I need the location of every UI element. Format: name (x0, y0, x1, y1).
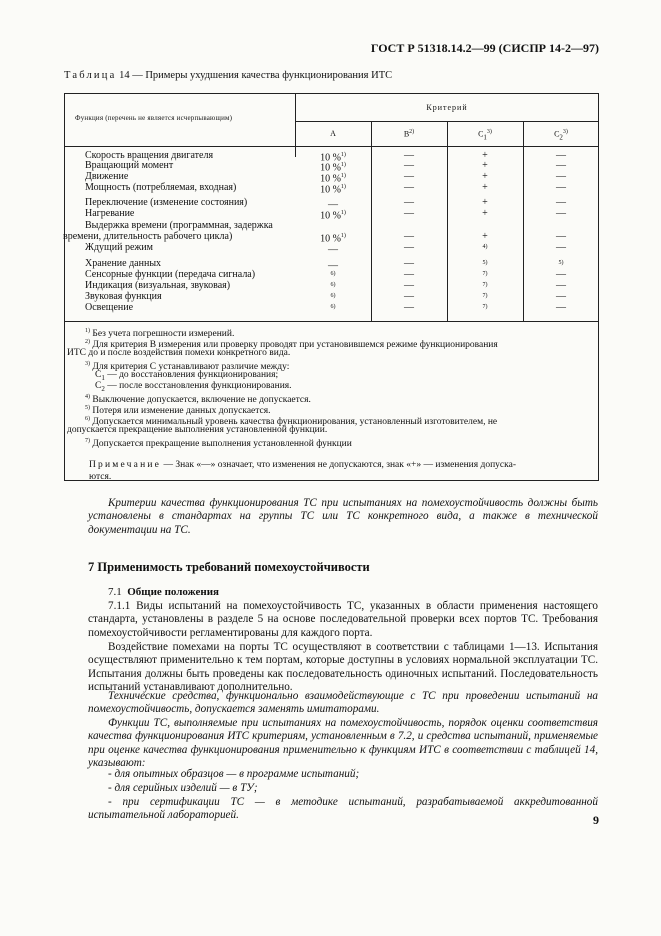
paragraph-simulators: Технические средства, функционально взаимодействующие с ТС при проведении испытаний на помехоустойчивость, допускается заменять имитаторами. (88, 690, 598, 716)
cell-a-value: 10 % (320, 210, 341, 222)
footnote-text: ИТС до и после воздействия помехи конкретного вида. (67, 348, 291, 358)
paragraph-ports: Воздействие помехами на порты ТС осуществляют в соответствии с таблицами 1—13. Испытания осуществляют применительно к тем портам, которые доступны в условиях нормальной эксплуатации ТС. Испытания должны быть проведены как последовательность одиночных испытаний. Последовательность испытаний устанавливают дополнительно. (88, 641, 598, 693)
cell-b-value: — (404, 291, 414, 302)
row-function-name: Нагревание (85, 208, 135, 219)
row-function-name: Хранение данных (85, 258, 162, 269)
footnote-mark: 7) (85, 438, 90, 444)
footnote-text: Потеря или изменение данных допускается. (92, 406, 271, 417)
cell-a-value: — (328, 260, 338, 272)
criterion-header: Критерий (426, 103, 468, 112)
paragraph-functions: Функции ТС, выполняемые при испытаниях на помехоустойчивость, порядок оценки соответствия качества функционирования ИТС критериям, установленным в 7.2, и средства испытаний, применяемые при оценке качества функционирования применительно к функциям ИТС в соответствии с таблицей 14, указывают: (88, 717, 598, 769)
cell-c1 (447, 197, 523, 208)
cell-b-value: — (404, 150, 414, 161)
cell-b (371, 208, 447, 219)
cell-b-value: — (404, 242, 414, 253)
cell-c2 (523, 171, 599, 182)
paragraph-7-1-1: 7.1.1 Виды испытаний на помехоустойчивость ТС, указанных в области применения настоящего стандарта, установлены в разделе 5 на основе последовательной проверки всех портов ТС. Требования помехоустойчивости регламентированы для каждого порта. (88, 600, 598, 639)
cell-b-value: — (404, 258, 414, 269)
cell-c2-value: — (556, 231, 566, 242)
cell-c2 (523, 242, 599, 253)
cell-b-value: — (404, 160, 414, 171)
cell-c2-value: — (556, 269, 566, 280)
cell-c2 (523, 269, 599, 280)
cell-b (371, 280, 447, 291)
cell-c2 (523, 208, 599, 219)
footnote-mark: 4) (85, 394, 90, 400)
page-number: 9 (593, 813, 599, 827)
cell-b (371, 258, 447, 269)
footnote-text: Выключение допускается, включение не допускается. (92, 395, 311, 406)
cell-c2-value: — (556, 160, 566, 171)
section-title: 7 Применимость требований помехоустойчивости (88, 560, 370, 574)
cell-c1-value: + (482, 171, 488, 182)
cell-a-sup: 1) (340, 210, 346, 216)
cell-b (371, 269, 447, 280)
cell-c2-value: — (556, 302, 566, 313)
footnote (67, 348, 290, 359)
cell-c2 (523, 302, 599, 313)
col-a-label: A (330, 129, 336, 138)
cell-c2-value: — (556, 182, 566, 193)
row-function-name: Освещение (85, 302, 134, 313)
cell-c1-value: + (482, 208, 488, 219)
cell-c1 (447, 242, 523, 255)
row-function-name: Мощность (потребляемая, входная) (85, 182, 237, 193)
cell-a (295, 208, 371, 221)
cell-c2-value: — (556, 171, 566, 182)
footnote-c-label: C (95, 381, 102, 391)
cell-c1 (447, 208, 523, 219)
col-b-label: B (403, 129, 410, 139)
cell-c1 (447, 160, 523, 171)
list-item-certification: - при сертификации ТС — в методике испытаний, разрабатываемой аккредитованной испытательной лабораторией. (88, 796, 598, 822)
footnote-text: — после восстановления функционирования. (107, 381, 292, 391)
row-function-name: Сенсорные функции (передача сигнала) (85, 269, 256, 280)
cell-c1-value: + (482, 231, 488, 242)
cell-a-sup: 1) (340, 173, 346, 179)
cell-b-value: — (404, 208, 414, 219)
col-c1-sup: 3) (486, 129, 492, 135)
footnote-text: допускается прекращение выполнения установленной функции. (67, 425, 328, 435)
cell-b (371, 242, 447, 253)
cell-c1-value: 7) (482, 271, 488, 277)
cell-a-value: 10 % (320, 152, 341, 164)
table-caption-label: Таблица (64, 70, 117, 81)
table-note (89, 460, 516, 471)
subsection-heading (108, 586, 219, 598)
row-function-name: Звуковая функция (85, 291, 162, 302)
row-function-name: Индикация (визуальная, звуковая) (85, 280, 231, 291)
cell-a (295, 302, 371, 315)
cell-c1-value: 5) (482, 260, 488, 266)
cell-a-value: 6) (330, 304, 336, 310)
col-c1-label: C (478, 129, 484, 139)
table-caption (64, 70, 392, 81)
cell-c1 (447, 302, 523, 315)
cell-c1-value: 7) (482, 304, 488, 310)
cell-c1-value: 4) (482, 244, 488, 250)
col-c2-sup: 3) (562, 129, 568, 135)
footnote (67, 425, 327, 436)
cell-b (371, 291, 447, 302)
footnote-c-label: C (95, 370, 102, 380)
cell-a (295, 182, 371, 195)
cell-c1-value: 7) (482, 282, 488, 288)
cell-c2-value: — (556, 242, 566, 253)
cell-a (295, 242, 371, 255)
cell-c2-value: 5) (558, 260, 564, 266)
cell-a-sup: 1) (340, 184, 346, 190)
cell-c1 (447, 182, 523, 193)
list-item-serial: - для серийных изделий — в ТУ; (108, 782, 258, 794)
cell-a-value: 6) (330, 271, 336, 277)
col-c2-label: C (554, 129, 560, 139)
page-header: ГОСТ Р 51318.14.2—99 (СИСПР 14-2—97) (370, 41, 599, 55)
footnote-c-sub: 2 (101, 384, 105, 393)
cell-a-value: — (328, 199, 338, 211)
footnote-text: Для критерия В измерения или проверку проводят при установившемся режиме функционирования (92, 340, 498, 351)
row-function-name: Переключение (изменение состояния) (85, 197, 248, 208)
row-function-name: Вращающий момент (85, 160, 174, 171)
subsection-num: 7.1 (108, 586, 122, 598)
list-item-prototypes: - для опытных образцов — в программе испытаний; (108, 768, 360, 780)
cell-b-value: — (404, 269, 414, 280)
cell-c2-value: — (556, 197, 566, 208)
cell-b-value: — (404, 302, 414, 313)
footnote-text: Допускается минимальный уровень качества функционирования, установленный изготовителем, не (92, 417, 498, 428)
col-header-a (295, 129, 371, 138)
cell-a-sup: 1) (340, 162, 346, 168)
cell-c2 (523, 231, 599, 242)
col-header-c2 (523, 129, 599, 141)
row-function-name: Движение (85, 171, 129, 182)
footnote-text: — до восстановления функционирования; (107, 370, 279, 380)
footnote-mark: 3) (85, 361, 90, 367)
footnote-text: Без учета погрешности измерений. (92, 329, 235, 340)
cell-a-sup: 1) (340, 152, 346, 158)
col-b-sup: 2) (409, 129, 415, 135)
cell-c2 (523, 291, 599, 302)
footnote-c-sub: 1 (101, 373, 105, 382)
row-function-name: времени, длительность рабочего цикла) (63, 231, 233, 242)
cell-c2 (523, 182, 599, 193)
table-caption-text: 14 — Примеры ухудшения качества функционирования ИТС (119, 70, 393, 81)
row-function-name: Скорость вращения двигателя (85, 150, 214, 161)
cell-a-value: 10 % (320, 162, 341, 174)
footnote-mark: 2) (85, 339, 90, 345)
footnote (85, 436, 352, 450)
cell-a-value: — (328, 244, 338, 256)
cell-b (371, 231, 447, 242)
footnote-mark: 6) (85, 416, 90, 422)
cell-b (371, 302, 447, 313)
cell-b-value: — (404, 171, 414, 182)
cell-c1 (447, 231, 523, 242)
cell-a-value: 10 % (320, 233, 341, 245)
cell-b-value: — (404, 182, 414, 193)
cell-c2-value: — (556, 280, 566, 291)
table-note-cont: ются. (89, 472, 112, 482)
cell-c2-value: — (556, 291, 566, 302)
cell-c1-value: + (482, 150, 488, 161)
cell-c2 (523, 197, 599, 208)
cell-c2 (523, 280, 599, 291)
cell-c2-value: — (556, 208, 566, 219)
footnote-text: Для критерия С устанавливают различие между: (92, 362, 290, 373)
cell-b (371, 182, 447, 193)
note-text: — Знак «—» означает, что изменения не допускаются, знак «+» — изменения допуска- (161, 460, 517, 470)
cell-b-value: — (404, 280, 414, 291)
cell-a-value: 6) (330, 282, 336, 288)
row-function-name: Выдержка времени (программная, задержка (85, 220, 273, 231)
cell-a-sup: 1) (340, 233, 346, 239)
cell-c2-value: — (556, 150, 566, 161)
cell-c1-value: 7) (482, 293, 488, 299)
cell-b (371, 197, 447, 208)
col-c1-sub: 1 (483, 133, 487, 142)
col-header-c1 (447, 129, 523, 141)
footnote-mark: 5) (85, 405, 90, 411)
criteria-paragraph: Критерии качества функционирования ТС при испытаниях на помехоустойчивость должны быть установлены в стандартах на группы ТС или ТС конкретного вида, а также в технической документации на ТС. (88, 497, 598, 536)
cell-a-value: 10 % (320, 173, 341, 185)
subsection-title: Общие положения (127, 586, 219, 598)
footnote-text: Допускается прекращение выполнения установленной функции (92, 439, 352, 450)
cell-c1-value: + (482, 160, 488, 171)
function-header: Функция (перечень не является исчерпывающим) (75, 114, 233, 122)
cell-b (371, 171, 447, 182)
criteria-table (64, 93, 599, 481)
row-function-name: Ждущий режим (85, 242, 153, 253)
cell-b (371, 160, 447, 171)
footnote-mark: 1) (85, 328, 90, 334)
cell-a-value: 10 % (320, 184, 341, 196)
col-header-b (371, 129, 447, 139)
cell-b-value: — (404, 197, 414, 208)
cell-c2 (523, 160, 599, 171)
col-c2-sub: 2 (559, 133, 563, 142)
note-label: Примечание (89, 460, 162, 470)
cell-c1-value: + (482, 197, 488, 208)
cell-b-value: — (404, 231, 414, 242)
cell-a-value: 6) (330, 293, 336, 299)
cell-c1 (447, 171, 523, 182)
cell-c1-value: + (482, 182, 488, 193)
